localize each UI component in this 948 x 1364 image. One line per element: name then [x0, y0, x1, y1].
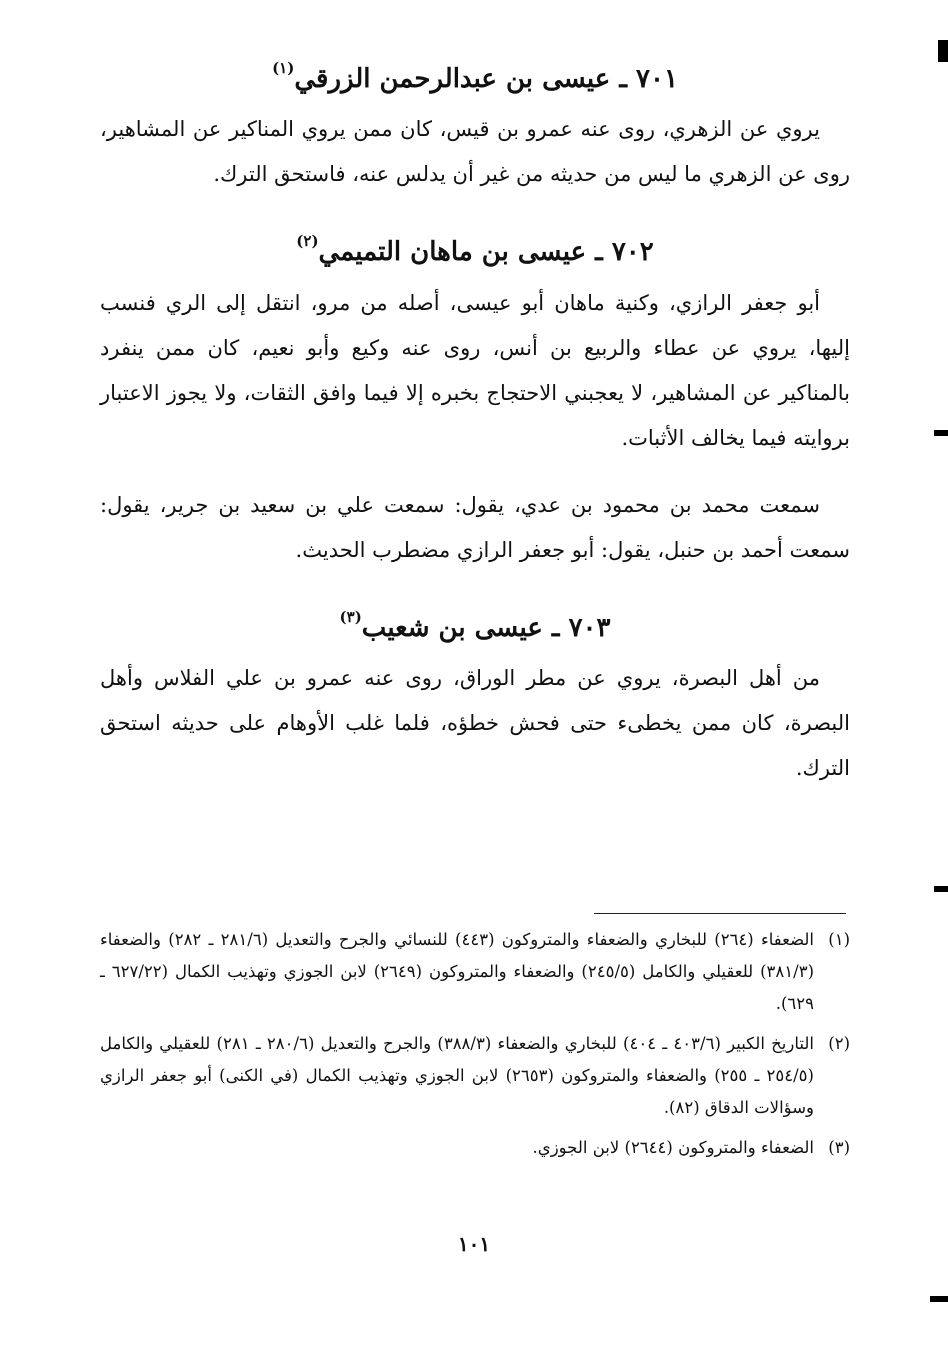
- entry-title-703: [100, 607, 850, 646]
- scan-edge-mark: [938, 40, 948, 62]
- paragraph: يروي عن الزهري، روى عنه عمرو بن قيس، كان ممن يروي المناكير عن المشاهير، روى عن الزهري ما ليس من حديثه من غير أن يدلس عنه، فاستحق الترك.: [100, 117, 850, 187]
- entry-title-text: ٧٠١ ـ عيسى بن عبدالرحمن الزرقي: [294, 64, 678, 94]
- scan-edge-mark: [934, 430, 948, 436]
- footnote-ref[interactable]: (٣): [339, 607, 362, 626]
- footnote-number: (٢): [828, 1034, 850, 1053]
- footnote-number: (٣): [828, 1138, 850, 1157]
- page-number: ١٠١: [457, 1232, 491, 1256]
- entry-title-text: ٧٠٢ ـ عيسى بن ماهان التميمي: [318, 237, 654, 268]
- footnote-ref[interactable]: (١): [272, 59, 295, 77]
- entry-title-701: [100, 58, 850, 97]
- scan-edge-mark: [930, 1296, 948, 1302]
- paragraph: من أهل البصرة، يروي عن مطر الوراق، روى عنه عمرو بن علي الفلاس وأهل البصرة، كان ممن يخطىء حتى فحش خطؤه، فلما غلب الأوهام على حديثه استحق الترك.: [100, 666, 850, 781]
- footnote-number: (١): [828, 930, 850, 949]
- entry-title-text: ٧٠٣ ـ عيسى بن شعيب: [361, 612, 611, 643]
- footnote-item: [100, 1028, 850, 1124]
- paragraph: سمعت محمد بن محمود بن عدي، يقول: سمعت علي بن سعيد بن جرير، يقول: سمعت أحمد بن حنبل، يقول: أبو جعفر الرازي مضطرب الحديث.: [100, 492, 850, 562]
- paragraph: أبو جعفر الرازي، وكنية ماهان أبو عيسى، أصله من مرو، انتقل إلى الري فنسب إليها، يروي عن عطاء والربيع بن أنس، روى عنه وكيع وأبو نعيم، كان ممن ينفرد بالمناكير عن المشاهير، لا يعجبني الاحتجاج بخبره إلا فيما وافق الثقات، ولا يجوز الاعتبار بروايته فيما يخالف الأثبات.: [100, 290, 850, 450]
- footnote-text: الضعفاء والمتروكون (٢٦٤٤) لابن الجوزي.: [532, 1138, 814, 1157]
- footnote-text: التاريخ الكبير (٤٠٣/٦ ـ ٤٠٤) للبخاري والضعفاء (٣٨٨/٣) والجرح والتعديل (٢٨٠/٦ ـ ٢٨١) للعقيلي والكامل (٢٥٤/٥ ـ ٢٥٥) والضعفاء والمتروكون (٢٦٥٣) لابن الجوزي وتهذيب الكمال (في الكنى) أبو جعفر الرازي وسؤالات الدقاق (٨٢).: [100, 1034, 814, 1117]
- main-text: [100, 40, 850, 805]
- footnote-item: [100, 924, 850, 1020]
- footnote-divider: [594, 913, 846, 914]
- footnotes: [100, 924, 850, 1172]
- footnote-item: [100, 1132, 850, 1164]
- footnote-ref[interactable]: (٢): [296, 232, 319, 251]
- entry-title-702: [100, 231, 850, 270]
- footnote-text: الضعفاء (٢٦٤) للبخاري والضعفاء والمتروكون (٤٤٣) للنسائي والجرح والتعديل (٢٨١/٦ ـ ٢٨٢) والضعفاء (٣٨١/٣) للعقيلي والكامل (٢٤٥/٥) والضعفاء والمتروكون (٢٦٤٩) لابن الجوزي وتهذيب الكمال (٦٢٧/٢٢ ـ ٦٢٩).: [100, 930, 815, 1013]
- scan-edge-mark: [934, 886, 948, 892]
